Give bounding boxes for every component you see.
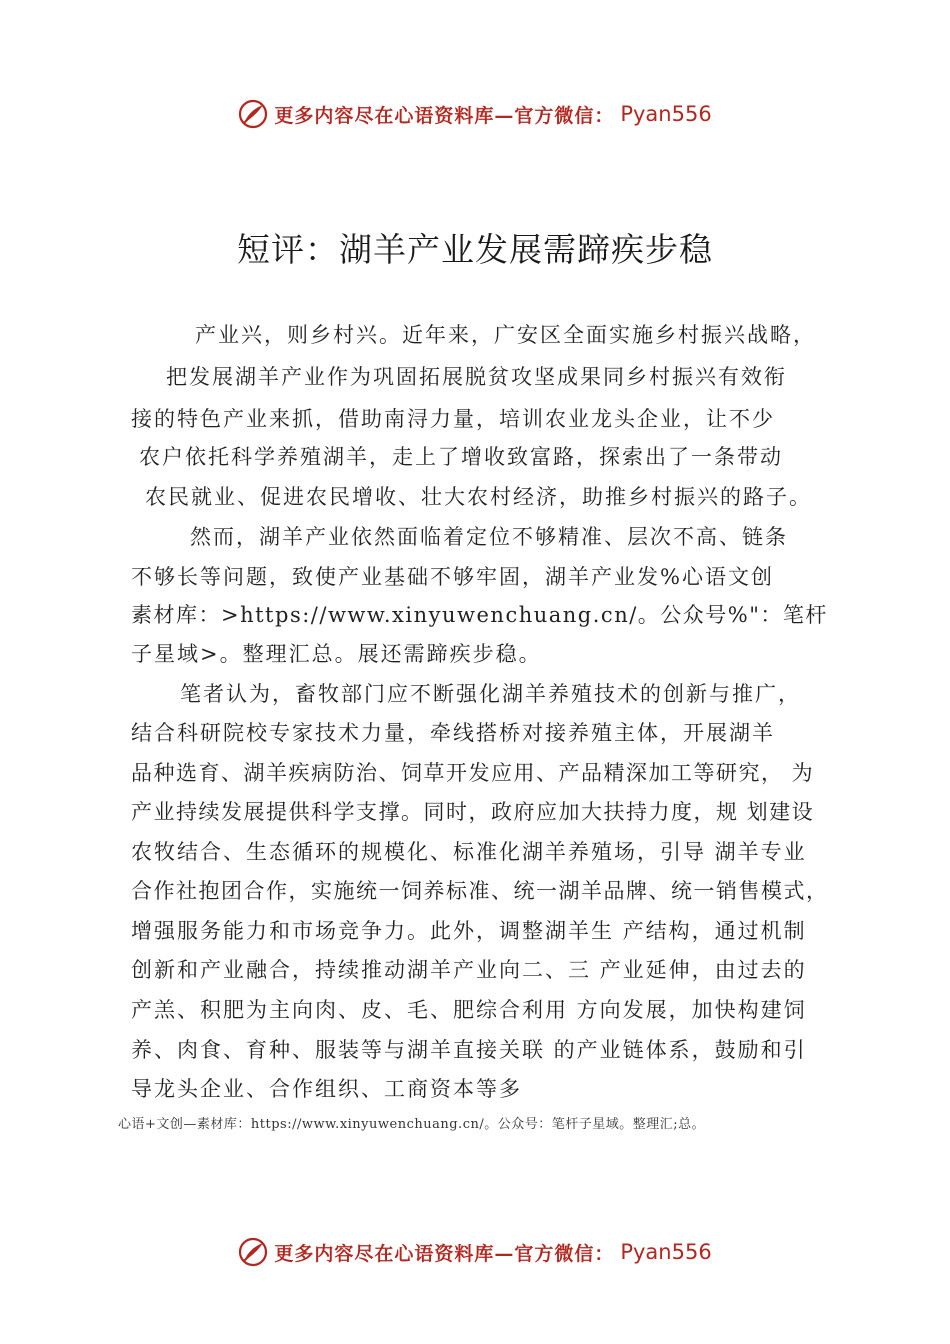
body-line: 然而，湖羊产业依然面临着定位不够精准、层次不高、链条 [190, 525, 788, 549]
body-line: 产业持续发展提供科学支撑。同时，政府应加大扶持力度，规 划建设 [131, 800, 815, 824]
body-line: 农牧结合、生态循环的规模化、标准化湖羊养殖场，引导 湖羊专业 [131, 840, 807, 864]
body-line: 合作社抱团合作，实施统一饲养标准、统一湖羊品牌、统一销售模式， [131, 879, 829, 903]
body-line: 接的特色产业来抓，借助南浔力量，培训农业龙头企业，让不少 [131, 407, 775, 431]
quill-logo-icon [238, 99, 268, 129]
body-line: 品种选育、湖羊疾病防治、饲草开发应用、产品精深加工等研究， 为 [131, 761, 815, 785]
body-line: 产羔、积肥为主向肉、皮、毛、肥综合利用 方向发展，加快构建饲 [131, 998, 807, 1022]
body-line: 不够长等问题，致使产业基础不够牢固，湖羊产业发%心语文创 [131, 565, 774, 589]
body-line: 创新和产业融合，持续推动湖羊产业向二、三 产业延伸，由过去的 [131, 958, 807, 982]
body-line: 产业兴，则乡村兴。近年来，广安区全面实施乡村振兴战略， [195, 323, 816, 347]
banner-text: 更多内容尽在心语资料库—官方微信： [274, 1242, 615, 1265]
body-line: 素材库：>https://www.xinyuwenchuang.cn/。公众号%"：笔杆 [131, 603, 828, 627]
body-line: 把发展湖羊产业作为巩固拓展脱贫攻坚成果同乡村振兴有效衔 [166, 365, 787, 389]
wechat-id: Pyan556 [620, 1240, 712, 1264]
body-line: 农民就业、促进农民增收、壮大农村经济，助推乡村振兴的路子。 [145, 485, 812, 509]
source-note: 心语+文创—素材库：https://www.xinyuwenchuang.cn/。公众号：笔杆子星域。整理汇;总。 [118, 1117, 706, 1132]
wechat-id: Pyan556 [620, 102, 712, 126]
body-line: 养、肉食、育种、服装等与湖羊直接关联 的产业链体系，鼓励和引 [131, 1038, 807, 1062]
banner-text: 更多内容尽在心语资料库—官方微信： [274, 104, 615, 127]
body-line: 笔者认为，畜牧部门应不断强化湖羊养殖技术的创新与推广， [180, 682, 801, 706]
body-line: 农户依托科学养殖湖羊，走上了增收致富路，探索出了一条带动 [139, 445, 783, 469]
footer-banner [0, 1232, 950, 1272]
header-banner [0, 94, 950, 134]
quill-logo-icon [238, 1237, 268, 1267]
page-title: 短评：湖羊产业发展需蹄疾步稳 [237, 230, 713, 269]
body-line: 子星域>。整理汇总。展还需蹄疾步稳。 [131, 642, 542, 666]
body-line: 导龙头企业、合作组织、工商资本等多 [131, 1077, 522, 1101]
body-line: 增强服务能力和市场竞争力。此外，调整湖羊生 产结构，通过机制 [131, 919, 807, 943]
body-line: 结合科研院校专家技术力量，牵线搭桥对接养殖主体，开展湖羊 [131, 721, 775, 745]
